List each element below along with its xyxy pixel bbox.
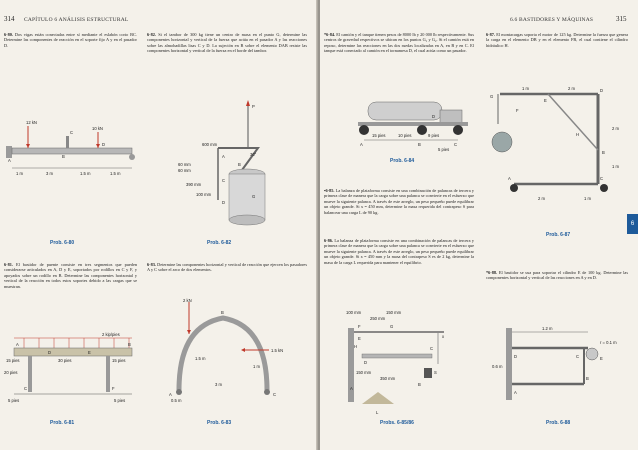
- problem-id: 6-81.: [4, 262, 13, 267]
- dim-2: 30 pies: [58, 358, 72, 363]
- point-c: C: [70, 130, 74, 135]
- point-e: E: [358, 336, 361, 341]
- dim-4: 0.5 m: [171, 398, 182, 403]
- point-c: C: [222, 178, 226, 183]
- dim-4: 1 m: [612, 164, 619, 169]
- problem-6-81: [4, 262, 137, 289]
- dist-load-label: 2 kip/pies: [102, 332, 120, 337]
- problem-id: 6-87.: [486, 32, 495, 37]
- figure-6-85-86: [334, 308, 474, 416]
- dim-4: 20 pies: [4, 370, 18, 375]
- dim-5: 5 pies: [438, 147, 450, 152]
- point-g: G: [390, 324, 394, 329]
- load-label-2: 1.5 kN: [271, 348, 284, 353]
- point-h: H: [354, 344, 358, 349]
- problem-text: El bastidor se usa para soportar el cilindro E de 100 kg. Determine las componentes horizontal y vertical de las reacciones en A y en D.: [486, 270, 629, 281]
- point-c: C: [454, 142, 458, 147]
- dim-1: 15 pies: [6, 358, 20, 363]
- angle: 30°: [250, 152, 257, 157]
- point-s: S: [434, 370, 437, 375]
- point-a: A: [169, 392, 172, 397]
- problem-text: El bastidor de puente consiste en tres segmentos que pueden considerarse articulados en A, D y E, soportados por rodillos en C y F, y apoyados sobre un rodillo en B. Determine las componentes horizontal y vertical de la reacción en todos estos soportes debido a las cargas que se muestran.: [4, 262, 138, 289]
- caption-6-80: Prob. 6-80: [50, 240, 75, 246]
- point-b: B: [602, 150, 605, 155]
- point-e: E: [600, 356, 603, 361]
- problem-text: La balanza de plataforma consiste en una combinación de palancas de tercera y primera clase de manera que la carga sobre una palanca se convierte en el esfuerzo que mueve la siguiente palanca. A través de este arreglo, un peso pequeño puede equilibrar un objeto grande. Si x = 450 mm, determine la masa requerida del contrapeso S para balancear una carga L de 90 kg.: [324, 188, 474, 215]
- figure-6-82: [172, 100, 282, 232]
- dim-100: 100 mm: [196, 192, 212, 197]
- caption-6-85-86: Probs. 6-85/86: [380, 420, 414, 426]
- problem-id: •6-85.: [324, 188, 335, 193]
- dim-3: 3 m: [215, 382, 222, 387]
- figure-6-81: [4, 330, 139, 410]
- point-a: A: [222, 154, 225, 159]
- point-a: A: [508, 176, 511, 181]
- point-f: F: [516, 108, 519, 113]
- point-g: G: [490, 94, 494, 99]
- point-c: C: [430, 346, 434, 351]
- radius: r = 0.1 m: [600, 340, 617, 345]
- dim-1: 1.2 m: [542, 326, 553, 331]
- point-a: A: [514, 390, 517, 395]
- problem-6-87: [486, 32, 628, 48]
- point-b: B: [418, 142, 421, 147]
- point-b: B: [418, 382, 421, 387]
- problem-id: 6-86.: [324, 238, 333, 243]
- dim-6: 1 m: [584, 196, 591, 201]
- dim-350: 350 mm: [380, 376, 396, 381]
- dim-9: 9 pies: [428, 133, 440, 138]
- dim-100: 100 mm: [346, 310, 362, 315]
- point-e: E: [544, 98, 547, 103]
- dim-250: 250 mm: [370, 316, 386, 321]
- dim-4: 1.5 m: [110, 171, 121, 176]
- point-c: C: [576, 354, 580, 359]
- figure-6-80: [6, 118, 141, 188]
- point-c: C: [24, 386, 28, 391]
- dim-600: 600 mm: [202, 142, 218, 147]
- problem-6-83: [147, 262, 307, 273]
- point-e: E: [88, 350, 91, 355]
- problem-text: El montacargas soporta el motor de 125 kg. Determine la fuerza que genera la carga en el elemento DB y en el elemento FB, el cual contiene el cilindro hidráulico H.: [486, 32, 629, 48]
- problem-id: 6-80.: [4, 32, 13, 37]
- load-label-1: 2 kN: [183, 298, 192, 303]
- dim-390: 390 mm: [186, 182, 202, 187]
- point-a: A: [16, 342, 19, 347]
- point-p: P: [252, 104, 255, 109]
- point-d: D: [222, 200, 226, 205]
- problem-6-86: [324, 238, 474, 265]
- caption-6-84: Prob. 6-84: [390, 158, 415, 164]
- problem-text: El camión y el tanque tienen pesos de 8000 lb y 20 000 lb respectivamente. Sus centros de gravedad respectivos se ubican en los puntos G₁ y G₂. Si el camión está en reposo, determine las reacciones en las dos ruedas localizadas en A, en B y en C. El tanque está conectado al camión en el tornamesa D, el cual actúa como un pasador.: [324, 32, 474, 54]
- var-x: x: [442, 334, 445, 339]
- dim-150b: 150 mm: [356, 370, 372, 375]
- point-d: D: [102, 142, 106, 147]
- dim-2: 0.6 m: [492, 364, 503, 369]
- point-f: F: [112, 386, 115, 391]
- load-label-2: 10 kN: [92, 126, 103, 131]
- problem-6-84: [324, 32, 474, 54]
- problem-6-80: [4, 32, 137, 48]
- figure-6-88: [492, 318, 628, 410]
- problem-text: La balanza de plataforma consiste en una combinación de palancas de tercera y primera clase de manera que la carga sobre una palanca se convierte en el esfuerzo que mueve la siguiente palanca. A través de este arreglo, un peso pequeño puede equilibrar un objeto grande. Si x = 450 mm y la masa del contrapeso S es de 2 kg, determine la masa de la carga L requerida para mantener el equilibrio.: [324, 238, 475, 265]
- dim-60a: 60 mm: [178, 162, 191, 167]
- dim-5: 5 pies: [8, 398, 20, 403]
- point-a: A: [360, 142, 363, 147]
- dim-3: 2 m: [612, 126, 619, 131]
- caption-6-82: Prob. 6-82: [207, 240, 232, 246]
- problem-6-82: [147, 32, 307, 54]
- dim-3: 1.5 m: [80, 171, 91, 176]
- dim-2: 2 m: [568, 86, 575, 91]
- point-c: C: [600, 176, 604, 181]
- point-d: D: [600, 88, 604, 93]
- dim-6: 5 pies: [114, 398, 126, 403]
- caption-6-88: Prob. 6-88: [546, 420, 571, 426]
- dim-15: 15 pies: [372, 133, 386, 138]
- point-a: A: [8, 158, 11, 163]
- point-b: B: [586, 376, 589, 381]
- dim-150a: 150 mm: [386, 310, 402, 315]
- figure-6-83: [165, 298, 295, 404]
- point-l: L: [376, 410, 379, 415]
- point-d: D: [432, 114, 436, 119]
- figure-6-87: [488, 80, 628, 220]
- caption-6-81: Prob. 6-81: [50, 420, 75, 426]
- problem-text: Dos vigas están conectadas entre sí mediante el eslabón corto BC. Determine las componentes de reacción en el soporte fijo A y en el pasador D.: [4, 32, 137, 48]
- figure-6-84: [328, 96, 478, 156]
- point-b: B: [221, 310, 224, 315]
- load-label-1: 12 kN: [26, 120, 37, 125]
- point-c: C: [273, 392, 277, 397]
- problem-id: *6-88.: [486, 270, 498, 275]
- point-h: H: [576, 132, 580, 137]
- point-b: B: [238, 162, 241, 167]
- dim-1: 1.5 m: [195, 356, 206, 361]
- problem-6-88: [486, 270, 628, 281]
- running-head-right: 6.6 BASTIDORES Y MÁQUINAS: [510, 17, 594, 23]
- page-number-right: 315: [616, 15, 627, 23]
- point-a: A: [350, 386, 353, 391]
- running-head-left: CAPÍTULO 6 ANÁLISIS ESTRUCTURAL: [24, 17, 129, 23]
- chapter-tab: 6: [627, 214, 638, 234]
- dim-10: 10 pies: [398, 133, 412, 138]
- dim-2: 1 m: [253, 364, 260, 369]
- point-b: B: [62, 154, 65, 159]
- point-d: D: [514, 354, 518, 359]
- right-page: [320, 0, 638, 450]
- problem-id: 6-82.: [147, 32, 156, 37]
- dim-1: 1 m: [522, 86, 529, 91]
- dim-1: 1 m: [16, 171, 23, 176]
- left-page: [0, 0, 318, 450]
- point-f: F: [358, 324, 361, 329]
- point-d: D: [364, 360, 368, 365]
- point-d: D: [48, 350, 52, 355]
- point-g: G: [252, 194, 256, 199]
- problem-text: Determine las componentes horizontal y vertical de reacción que ejercen los pasadores A y C sobre el arco de dos elementos.: [147, 262, 307, 273]
- page-number-left: 314: [4, 15, 15, 23]
- problem-id: *6-84.: [324, 32, 336, 37]
- point-b: B: [128, 342, 131, 347]
- dim-60b: 60 mm: [178, 168, 191, 173]
- dim-3: 15 pies: [112, 358, 126, 363]
- dim-5: 2 m: [538, 196, 545, 201]
- problem-6-85: [324, 188, 474, 215]
- caption-6-87: Prob. 6-87: [546, 232, 571, 238]
- dim-2: 3 m: [46, 171, 53, 176]
- problem-id: 6-83.: [147, 262, 156, 267]
- caption-6-83: Prob. 6-83: [207, 420, 232, 426]
- problem-text: Si el tambor de 300 kg tiene un centro de masa en el punto G, determine las componentes horizontal y vertical de la fuerza que actúa en el pasador A y las reacciones sobre las almohadillas lisas C y D. La sujeción en B sobre el elemento DAB resiste las componentes horizontal y vertical de la fuerza en el borde del tambor.: [147, 32, 308, 54]
